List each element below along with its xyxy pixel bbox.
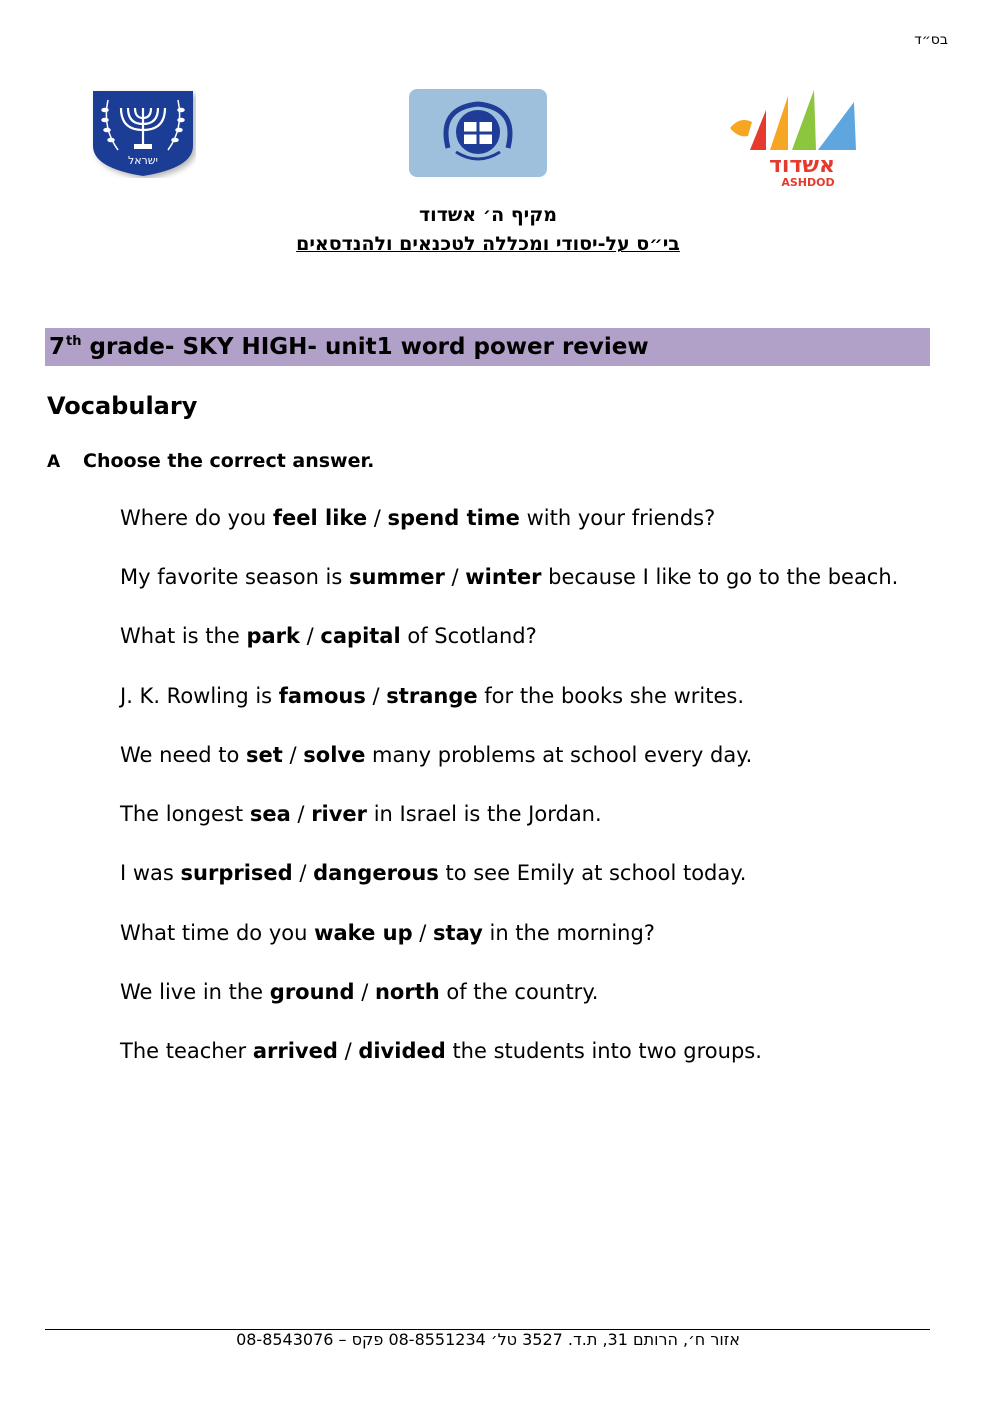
question-text bbox=[120, 802, 602, 826]
option-2[interactable]: spend time bbox=[387, 506, 520, 530]
option-2[interactable]: north bbox=[374, 980, 440, 1004]
question-before: The longest bbox=[120, 802, 250, 826]
option-1[interactable]: surprised bbox=[180, 861, 293, 885]
title-ordinal-suffix: th bbox=[66, 334, 82, 349]
task-text: Choose the correct answer. bbox=[83, 450, 375, 472]
question-after: in Israel is the Jordan. bbox=[367, 802, 602, 826]
title-rest: grade- SKY HIGH- unit1 word power review bbox=[81, 334, 649, 360]
option-separator: / bbox=[299, 624, 321, 648]
question-before: What is the bbox=[120, 624, 247, 648]
option-2[interactable]: winter bbox=[465, 565, 542, 589]
option-2[interactable]: divided bbox=[358, 1039, 446, 1063]
question-after: in the morning? bbox=[482, 921, 655, 945]
option-2[interactable]: capital bbox=[320, 624, 401, 648]
question-after: with your friends? bbox=[519, 506, 716, 530]
bsd-mark: בס״ד bbox=[914, 32, 948, 48]
option-separator: / bbox=[367, 506, 388, 530]
task-instruction bbox=[47, 450, 374, 472]
question-before: I was bbox=[120, 861, 181, 885]
option-1[interactable]: park bbox=[246, 624, 300, 648]
task-letter: A bbox=[47, 452, 61, 472]
option-separator: / bbox=[365, 684, 387, 708]
question-before: We need to bbox=[120, 743, 247, 767]
option-2[interactable]: dangerous bbox=[313, 861, 439, 885]
option-separator: / bbox=[282, 743, 304, 767]
question-before: J. K. Rowling is bbox=[120, 684, 279, 708]
question-text bbox=[120, 565, 898, 589]
option-1[interactable]: feel like bbox=[272, 506, 368, 530]
option-1[interactable]: set bbox=[246, 743, 283, 767]
question-text bbox=[120, 861, 746, 885]
option-1[interactable]: ground bbox=[269, 980, 355, 1004]
option-separator: / bbox=[337, 1039, 359, 1063]
option-1[interactable]: sea bbox=[249, 802, 291, 826]
school-name-line2: בי״ס על-יסודי ומכללה לטכנאים ולהנדסאים bbox=[296, 233, 680, 255]
ashdod-city-logo bbox=[726, 88, 860, 188]
question-after: the students into two groups. bbox=[445, 1039, 762, 1063]
question-before: Where do you bbox=[120, 506, 273, 530]
option-separator: / bbox=[354, 980, 375, 1004]
question-text bbox=[120, 1039, 762, 1063]
city-logo-hebrew: אשדוד bbox=[768, 153, 836, 178]
worksheet-title bbox=[49, 334, 649, 360]
question-text bbox=[120, 743, 752, 767]
question-text bbox=[120, 921, 655, 945]
question-after: for the books she writes. bbox=[477, 684, 745, 708]
school-name-line1: מקיף ה׳ אשדוד bbox=[419, 204, 557, 226]
option-2[interactable]: stay bbox=[433, 921, 483, 945]
question-after: of the country. bbox=[439, 980, 599, 1004]
emblem-text: ישראל bbox=[127, 154, 159, 167]
option-1[interactable]: famous bbox=[278, 684, 366, 708]
city-logo-english: ASHDOD bbox=[781, 176, 835, 188]
question-before: My favorite season is bbox=[120, 565, 350, 589]
title-banner bbox=[45, 328, 930, 366]
option-1[interactable]: wake up bbox=[314, 921, 413, 945]
option-1[interactable]: summer bbox=[349, 565, 445, 589]
question-after: of Scotland? bbox=[400, 624, 537, 648]
question-text bbox=[120, 684, 744, 708]
question-before: What time do you bbox=[120, 921, 315, 945]
israel-emblem-logo bbox=[90, 88, 196, 178]
section-title: Vocabulary bbox=[47, 392, 198, 420]
option-separator: / bbox=[412, 921, 434, 945]
option-2[interactable]: strange bbox=[386, 684, 478, 708]
question-text bbox=[120, 624, 537, 648]
footer-address: אזור ח׳, הרותם 31, ת.ד. 3527 טל׳ 08-8551234 פקס – 08-8543076 bbox=[236, 1330, 740, 1349]
question-before: We live in the bbox=[120, 980, 270, 1004]
option-separator: / bbox=[444, 565, 466, 589]
question-after: because I like to go to the beach. bbox=[541, 565, 899, 589]
question-after: to see Emily at school today. bbox=[438, 861, 747, 885]
question-text bbox=[120, 980, 598, 1004]
option-separator: / bbox=[292, 861, 314, 885]
school-logo bbox=[408, 88, 548, 178]
question-after: many problems at school every day. bbox=[365, 743, 753, 767]
title-grade-number: 7 bbox=[49, 334, 66, 360]
option-2[interactable]: river bbox=[311, 802, 368, 826]
option-1[interactable]: arrived bbox=[252, 1039, 338, 1063]
question-before: The teacher bbox=[120, 1039, 253, 1063]
option-2[interactable]: solve bbox=[303, 743, 366, 767]
question-text bbox=[120, 506, 715, 530]
option-separator: / bbox=[290, 802, 312, 826]
